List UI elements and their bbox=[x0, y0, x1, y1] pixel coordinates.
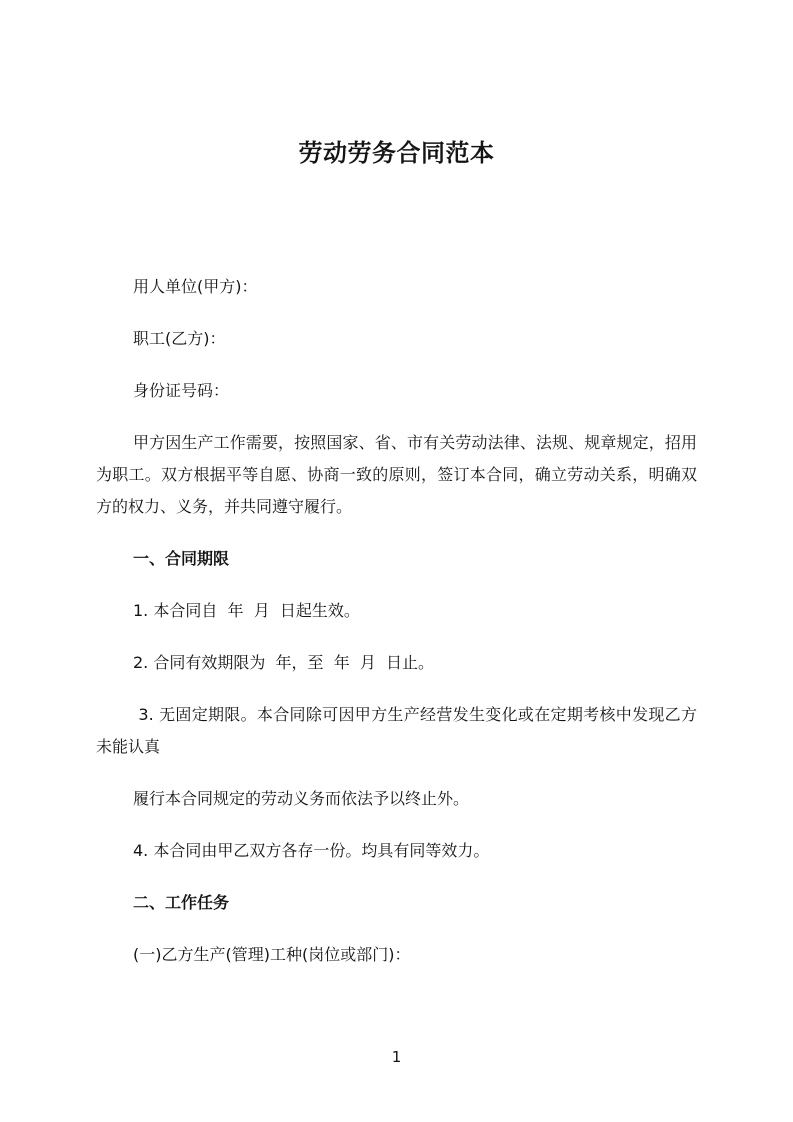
clause-1-2: 2. 合同有效期限为 年，至 年 月 日止。 bbox=[133, 653, 435, 672]
clause-2-1: (一)乙方生产(管理)工种(岗位或部门)： bbox=[133, 945, 411, 964]
clause-1-1: 1. 本合同自 年 月 日起生效。 bbox=[133, 601, 360, 620]
section-1-heading: 一、合同期限 bbox=[133, 549, 230, 568]
section-2-heading: 二、工作任务 bbox=[133, 893, 230, 912]
page-number: 1 bbox=[391, 1048, 402, 1066]
clause-1-3-continued: 履行本合同规定的劳动义务而依法予以终止外。 bbox=[133, 789, 470, 808]
contract-title: 劳动劳务合同范本 bbox=[298, 139, 495, 167]
employee-line: 职工(乙方)： bbox=[133, 329, 226, 348]
employer-line: 用人单位(甲方)： bbox=[133, 277, 258, 296]
clause-1-3: 3. 无固定期限。本合同除可因甲方生产经营发生变化或在定期考核中发现乙方未能认真 bbox=[96, 705, 697, 756]
id-number-line: 身份证号码： bbox=[133, 381, 230, 400]
preamble-paragraph: 甲方因生产工作需要，按照国家、省、市有关劳动法律、法规、规章规定，招用为职工。双方根据平等自愿、协商一致的原则，签订本合同，确立劳动关系，明确双方的权力、义务，并共同遵守履行。 bbox=[96, 433, 697, 516]
document-body bbox=[0, 271, 793, 971]
clause-1-4: 4. 本合同由甲乙双方各存一份。均具有同等效力。 bbox=[133, 841, 490, 860]
